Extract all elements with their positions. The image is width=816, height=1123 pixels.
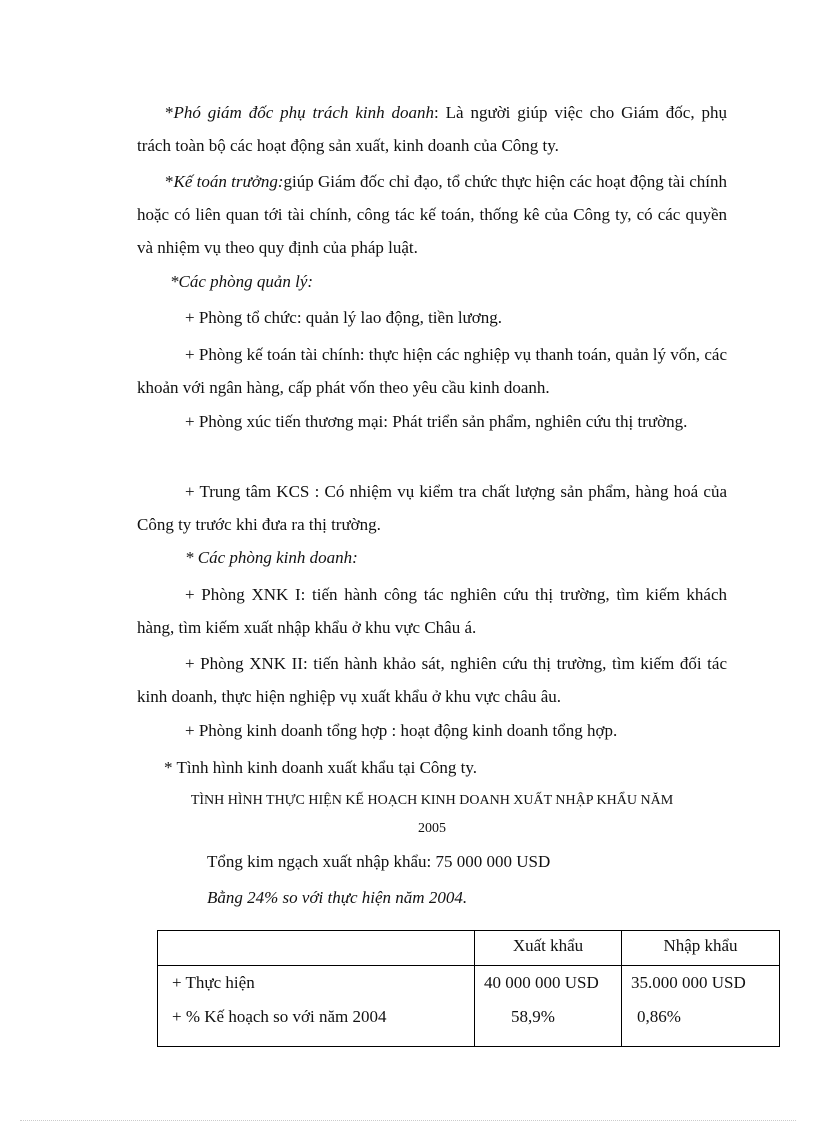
export-actual-value: 40 000 000 USD <box>484 973 599 992</box>
export-import-table <box>157 930 780 1047</box>
table-cell-export <box>475 966 622 1047</box>
report-title-line1: TÌNH HÌNH THỰC HIỆN KẾ HOẠCH KINH DOANH XUẤT NHẬP KHẨU NĂM <box>190 793 674 808</box>
paragraph-chief-accountant: *Kế toán trưởng:giúp Giám đốc chỉ đạo, tổ chức thực hiện các hoạt động tài chính hoặc có liên quan tới tài chính, công tác kế toán, thống kê của Công ty, có các quyền và nhiệm vụ theo quy định của pháp luật. <box>137 172 728 257</box>
export-situation-heading: * Tình hình kinh doanh xuất khẩu tại Công ty. <box>164 758 478 777</box>
table-cell-import <box>622 966 780 1047</box>
management-item-organization: + Phòng tổ chức: quản lý lao động, tiền lương. <box>185 308 502 327</box>
row-label-plan-percent: + % Kế hoạch so với năm 2004 <box>172 1007 387 1026</box>
paragraph-deputy-director: *Phó giám đốc phụ trách kinh doanh: Là người giúp việc cho Giám đốc, phụ trách toàn bộ các hoạt động sản xuất, kinh doanh của Công ty. <box>137 103 727 155</box>
business-item-xnk2: + Phòng XNK II: tiến hành khảo sát, nghiên cứu thị trường, tìm kiếm đối tác kinh doanh, thực hiện nghiệp vụ xuất khẩu ở khu vực châu âu. <box>137 654 727 706</box>
chief-accountant-label: Kế toán trưởng: <box>173 172 284 191</box>
page-bottom-divider <box>20 1120 796 1121</box>
table-row <box>158 966 780 1047</box>
business-item-xnk1: + Phòng XNK I: tiến hành công tác nghiên cứu thị trường, tìm kiếm khách hàng, tìm kiếm xuất nhập khẩu ở khu vực Châu á. <box>137 585 727 637</box>
table-header-row <box>158 931 780 966</box>
table-cell-labels <box>158 966 475 1047</box>
table-header-cell <box>158 931 475 966</box>
heading-business-departments: * Các phòng kinh doanh: <box>185 548 358 567</box>
row-label-actual: + Thực hiện <box>172 973 255 992</box>
management-item-kcs: + Trung tâm KCS : Có nhiệm vụ kiểm tra chất lượng sản phẩm, hàng hoá của Công ty trước khi đưa ra thị trường. <box>137 482 727 534</box>
deputy-director-text: : Là người giúp việc cho Giám đốc, phụ trách toàn bộ các hoạt động sản xuất, kinh doanh của Công ty. <box>137 103 727 155</box>
deputy-director-label: Phó giám đốc phụ trách kinh doanh <box>173 103 435 122</box>
management-item-accounting: + Phòng kế toán tài chính: thực hiện các nghiệp vụ thanh toán, quản lý vốn, các khoản với ngân hàng, cấp phát vốn theo yêu cầu kinh doanh. <box>137 345 727 397</box>
turnover-ratio: Bằng 24% so với thực hiện năm 2004. <box>207 888 468 907</box>
table-header-cell: Nhập khẩu <box>622 931 780 966</box>
total-turnover: Tổng kim ngạch xuất nhập khẩu: 75 000 000 USD <box>207 852 551 871</box>
business-item-general: + Phòng kinh doanh tổng hợp : hoạt động kinh doanh tổng hợp. <box>185 721 618 740</box>
chief-accountant-text: giúp Giám đốc chỉ đạo, tổ chức thực hiện các hoạt động tài chính hoặc có liên quan tới tài chính, công tác kế toán, thống kê của Công ty, có các quyền và nhiệm vụ theo quy định của pháp luật. <box>137 172 728 257</box>
import-percent-value: 0,86% <box>637 1007 681 1026</box>
table-header-cell: Xuất khẩu <box>475 931 622 966</box>
import-actual-value: 35.000 000 USD <box>631 973 746 992</box>
heading-management-departments: *Các phòng quản lý: <box>170 272 314 291</box>
export-percent-value: 58,9% <box>511 1007 555 1026</box>
management-item-trade-promotion: + Phòng xúc tiến thương mại: Phát triển sản phẩm, nghiên cứu thị trường. <box>185 412 688 431</box>
report-title-line2: 2005 <box>418 821 446 836</box>
